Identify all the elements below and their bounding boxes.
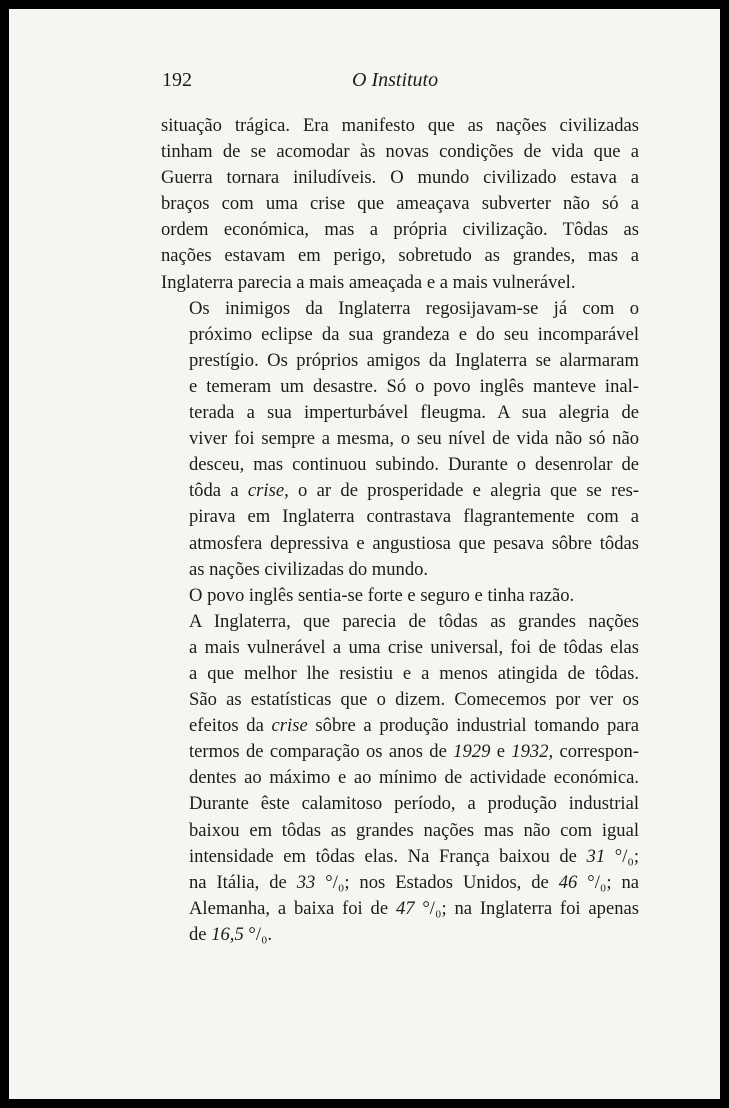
text-line: [161, 896, 639, 922]
text-line: [161, 844, 639, 870]
italic-text: 16,5: [211, 923, 244, 945]
text-run: nações estavam em perigo, sobretudo as grandes, mas a: [161, 245, 639, 267]
text-line: [161, 374, 639, 400]
italic-text: 31: [586, 845, 606, 867]
text-run: °/₀;: [605, 845, 640, 867]
text-run: °/₀; na Inglaterra foi apenas: [414, 897, 639, 919]
italic-text: 46: [558, 871, 578, 893]
text-line: [161, 870, 639, 896]
italic-text: 1929: [453, 741, 491, 763]
text-line: [161, 296, 639, 322]
paragraph: [161, 609, 639, 948]
text-run: sôbre a produção industrial tomando para: [307, 715, 639, 737]
text-line: [161, 661, 639, 687]
text-run: baixou em tôdas as grandes nações mas não com igual: [189, 819, 639, 841]
text-run: termos de comparação os anos de: [189, 741, 454, 763]
italic-text: 1932,: [511, 741, 554, 763]
text-run: °/₀.: [243, 923, 273, 945]
text-line: [161, 583, 639, 609]
text-run: Durante êste calamitoso período, a produção industrial: [189, 793, 639, 815]
text-run: prestígio. Os próprios amigos da Inglaterra se alarmaram: [189, 349, 639, 371]
text-run: pirava em Inglaterra contrastava flagrantemente com a: [189, 506, 639, 528]
text-run: ordem económica, mas a própria civilização. Tôdas as: [161, 219, 639, 241]
text-run: o ar de prosperidade e alegria que se res-: [288, 480, 639, 502]
text-run: °/₀; nos Estados Unidos, de: [315, 871, 559, 893]
text-line: [161, 348, 639, 374]
text-line: [161, 113, 639, 139]
text-run: atmosfera depressiva e angustiosa que pesava sôbre tôdas: [189, 532, 639, 554]
text-run: °/₀; na: [577, 871, 640, 893]
text-run: A Inglaterra, que parecia de tôdas as grandes nações: [189, 610, 639, 632]
text-line: [161, 478, 639, 504]
text-run: Alemanha, a baixa foi de: [189, 897, 396, 919]
text-run: as nações civilizadas do mundo.: [189, 558, 429, 580]
text-run: Inglaterra parecia a mais ameaçada e a mais vulnerável.: [161, 271, 576, 293]
page-number: 192: [162, 69, 192, 91]
text-line: [161, 765, 639, 791]
text-run: Os inimigos da Inglaterra regosijavam-se já com o: [189, 297, 639, 319]
italic-text: 33: [296, 871, 316, 893]
text-line: [161, 687, 639, 713]
text-line: [161, 557, 639, 583]
text-run: a mais vulnerável a uma crise universal, foi de tôdas elas: [189, 636, 639, 658]
text-run: viver foi sempre a mesma, o seu nível de vida não só não: [189, 428, 639, 450]
text-run: dentes ao máximo e ao mínimo de actividade económica.: [189, 767, 639, 789]
text-line: [161, 922, 639, 948]
text-line: [161, 217, 639, 243]
text-line: [161, 504, 639, 530]
text-run: tinham de se acomodar às novas condições de vida que a: [161, 141, 639, 163]
text-run: desceu, mas continuou subindo. Durante o desenrolar de: [189, 454, 639, 476]
text-run: e: [490, 741, 512, 763]
text-run: correspon-: [553, 741, 639, 763]
text-run: tôda a: [189, 480, 248, 502]
italic-text: 47: [395, 897, 415, 919]
text-line: [161, 426, 639, 452]
text-run: situação trágica. Era manifesto que as nações civilizadas: [161, 115, 639, 136]
text-line: [161, 531, 639, 557]
text-run: e temeram um desastre. Só o povo inglês manteve inal-: [189, 375, 639, 397]
text-run: a que melhor lhe resistiu e a menos atingida de tôdas.: [189, 662, 639, 684]
paragraph: [161, 296, 639, 583]
running-title: O Instituto: [352, 69, 439, 91]
text-line: [161, 609, 639, 635]
text-line: [161, 739, 639, 765]
text-line: [161, 139, 639, 165]
text-line: [161, 713, 639, 739]
text-run: braços com uma crise que ameaçava subverter não só a: [161, 193, 639, 215]
page-header: [162, 69, 642, 99]
paragraph: [161, 583, 639, 609]
text-line: [161, 635, 639, 661]
text-run: de: [189, 923, 212, 945]
text-line: [161, 165, 639, 191]
text-line: [161, 322, 639, 348]
text-run: São as estatísticas que o dizem. Comecemos por ver os: [189, 689, 639, 711]
paragraph: [161, 113, 639, 296]
italic-text: crise,: [247, 480, 289, 502]
text-run: O povo inglês sentia-se forte e seguro e tinha razão.: [189, 584, 575, 606]
text-line: [161, 191, 639, 217]
text-line: [161, 400, 639, 426]
text-line: [161, 818, 639, 844]
text-run: efeitos da: [189, 715, 272, 737]
text-run: Guerra tornara iniludíveis. O mundo civilizado estava a: [161, 167, 639, 189]
italic-text: crise: [271, 715, 308, 737]
text-run: terada a sua imperturbável fleugma. A sua alegria de: [189, 402, 639, 424]
text-line: [161, 270, 639, 296]
text-run: próximo eclipse da sua grandeza e do seu incomparável: [189, 323, 639, 345]
text-run: na Itália, de: [189, 871, 297, 893]
body-text: [161, 113, 639, 948]
text-line: [161, 243, 639, 269]
book-page: [9, 9, 720, 1099]
text-line: [161, 452, 639, 478]
text-run: intensidade em tôdas elas. Na França baixou de: [189, 845, 587, 867]
text-line: [161, 791, 639, 817]
